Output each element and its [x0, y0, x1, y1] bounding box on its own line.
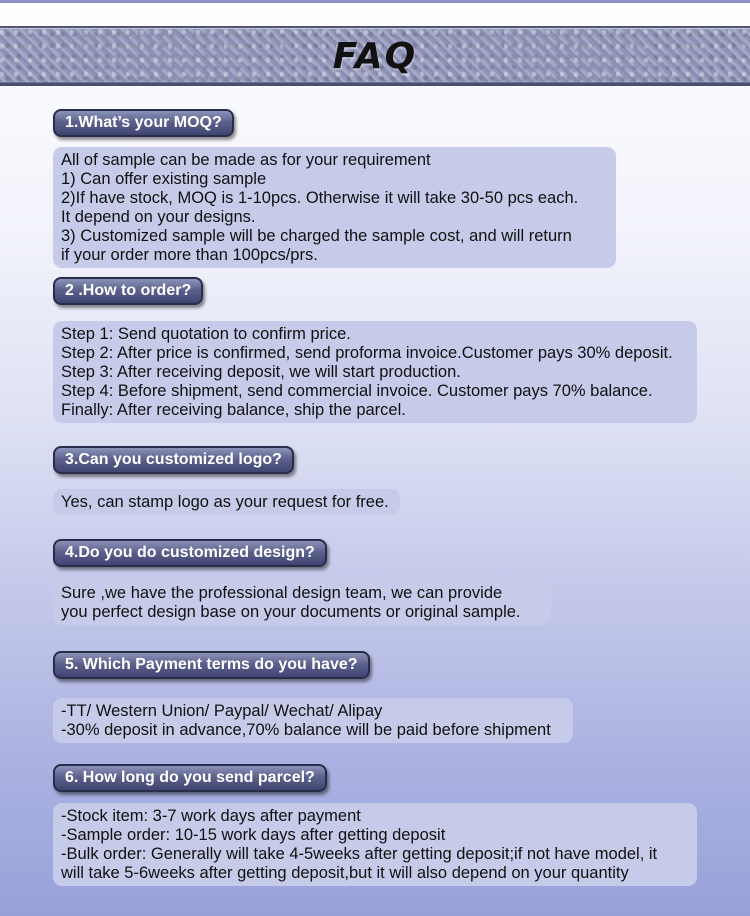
- answer-line: 1) Can offer existing sample: [61, 170, 267, 188]
- answer-line: 3) Customized sample will be charged the sample cost, and will return: [61, 227, 572, 245]
- answer-line: Finally: After receiving balance, ship the parcel.: [61, 401, 406, 419]
- answer-line: you perfect design base on your documents or original sample.: [61, 603, 521, 621]
- faq-answer-4: [53, 580, 551, 625]
- answer-line: -TT/ Western Union/ Paypal/ Wechat/ Alipay: [61, 702, 383, 720]
- answer-line: -Sample order: 10-15 work days after getting deposit: [61, 826, 446, 844]
- answer-line: -Bulk order: Generally will take 4-5weeks after getting deposit;if not have model, it: [61, 845, 658, 863]
- answer-line: All of sample can be made as for your requirement: [61, 151, 431, 169]
- answer-line: -Stock item: 3-7 work days after payment: [61, 807, 361, 825]
- faq-answer-5: [53, 698, 573, 743]
- answer-line: Sure ,we have the professional design team, we can provide: [61, 584, 503, 602]
- answer-line: if your order more than 100pcs/prs.: [61, 246, 318, 264]
- faq-question-2: 2 .How to order?: [53, 277, 203, 305]
- answer-line: -30% deposit in advance,70% balance will be paid before shipment: [61, 721, 551, 739]
- faq-answer-3: [53, 489, 400, 515]
- answer-line: Step 4: Before shipment, send commercial invoice. Customer pays 70% balance.: [61, 382, 653, 400]
- answer-line: Step 2: After price is confirmed, send proforma invoice.Customer pays 30% deposit.: [61, 344, 673, 362]
- answer-line: Step 3: After receiving deposit, we will start production.: [61, 363, 461, 381]
- faq-question-1: 1.What’s your MOQ?: [53, 109, 234, 137]
- faq-question-3: 3.Can you customized logo?: [53, 446, 294, 474]
- faq-answer-2: [53, 321, 697, 423]
- answer-line: Step 1: Send quotation to confirm price.: [61, 325, 351, 343]
- faq-question-4: 4.Do you do customized design?: [53, 539, 327, 567]
- faq-answer-6: [53, 803, 697, 886]
- faq-answer-1: [53, 147, 616, 268]
- answer-line: It depend on your designs.: [61, 208, 256, 226]
- answer-line: 2)If have stock, MOQ is 1-10pcs. Otherwise it will take 30-50 pcs each.: [61, 189, 579, 207]
- answer-line: will take 5-6weeks after getting deposit,but it will also depend on your quantity: [61, 864, 629, 882]
- top-border: [0, 0, 750, 3]
- faq-header-banner: [0, 26, 750, 86]
- answer-line: Yes, can stamp logo as your request for free.: [61, 493, 389, 511]
- faq-question-6: 6. How long do you send parcel?: [53, 764, 327, 792]
- page-title: FAQ: [332, 36, 418, 77]
- faq-question-5: 5. Which Payment terms do you have?: [53, 651, 370, 679]
